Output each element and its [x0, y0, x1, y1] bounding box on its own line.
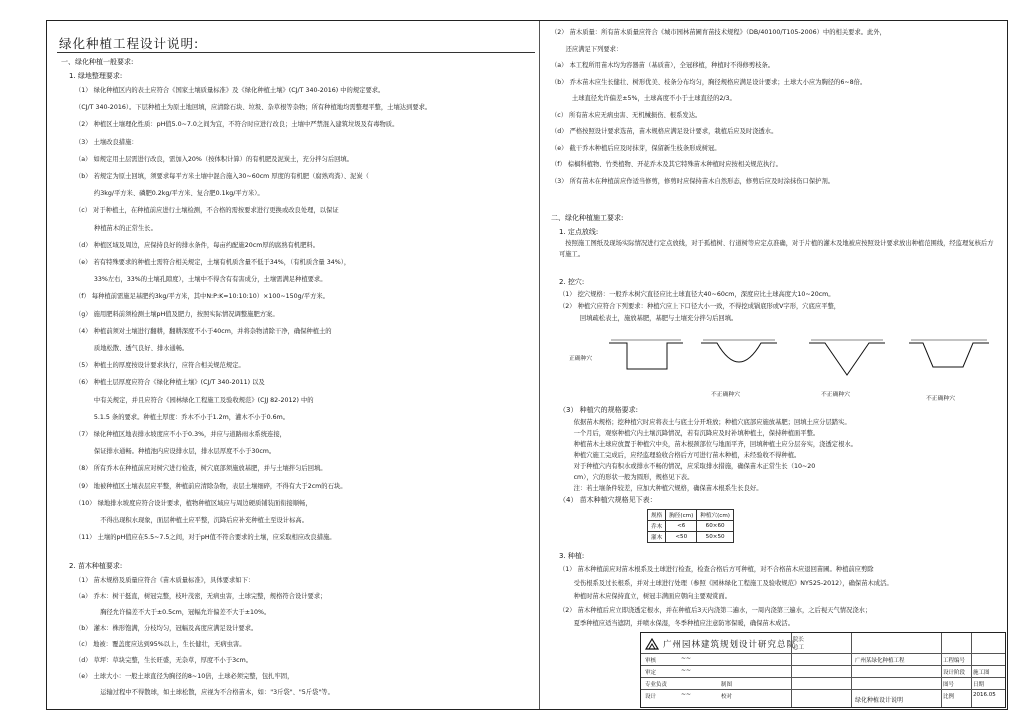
text-line: （2） 种植穴应符合下列要求：种植穴应上下口径大小一致，不得挖成锅底形或V字形，穴底应平整，: [559, 303, 841, 310]
text-line: 种植苗木的正常生长。: [75, 224, 157, 232]
tb-label-draw: 制图: [721, 682, 733, 688]
right-column: [541, 21, 1007, 635]
text-line: 还应满足下列要求：: [551, 45, 623, 53]
text-line: 质地松散、透气良好、排水通畅。: [75, 345, 189, 353]
dig-pit-heading: 2. 挖穴:: [559, 278, 585, 286]
pit-diagrams: [609, 337, 999, 383]
right-top-paragraphs: [551, 25, 1003, 190]
company-name: 广州园林建筑规划设计研究总院: [663, 640, 797, 650]
text-line: 运输过程中不得散球，如土球松散，应视为不合格苗木，如："3斤袋"、"5斤袋"等。: [75, 689, 334, 696]
text-line: （3） 所有苗木在种植前应作适当修剪，修剪时应保持苗木自然形态，修剪后应及时涂抹伤口保护剂。: [551, 177, 835, 185]
wrong-pit-shape-3: [909, 343, 989, 367]
signature-3: ~~: [681, 691, 692, 698]
text-line: （7） 绿化种植区地表排水坡度应不小于0.3%，并应与道路雨水系统连接，: [75, 431, 286, 439]
table-cell: 胸径(cm): [666, 510, 697, 521]
wrong-pit-shape-1: [701, 343, 777, 362]
section-1-heading: 一、绿化种植一般要求:: [61, 58, 134, 66]
text-line: 一个月后，观察种植穴内土壤沉降情况，若有沉降应及时补填种植土，保持种植面平整。: [559, 430, 820, 437]
section-2-heading: 二、绿化种植施工要求:: [551, 214, 624, 222]
drawing-name: 绿化种植设计说明: [855, 697, 904, 704]
planting-text: [559, 563, 999, 631]
text-line: （e） 土球大小：一般土球直径为胸径的8~10倍，土球必须完整，包扎牢固，: [75, 673, 294, 680]
tb-label-lead: 专业负责: [645, 682, 668, 688]
text-line: 中有关规定，并且应符合《园林绿化工程施工及验收规范》(CJJ 82-2012) 中的: [75, 396, 314, 404]
dig-pit-text: [559, 289, 999, 325]
text-line: 种植苗木土球应放置于种植穴中央，苗木根颈部位与地面平齐，回填种植土应分层夯实，浇透定根水。: [559, 441, 857, 448]
text-line: 受伤根系及过长根系，并对土球进行处理（参照《园林绿化工程施工及验收规范》NY525-2012），确保苗木成活。: [559, 579, 893, 587]
text-line: （a） 本工程所用苗木均为容器苗（基质苗），全冠移植，种植时不得修剪枝条。: [551, 62, 775, 69]
text-line: （d） 种植区域及周边，应保持良好的排水条件，每亩约配施20cm厚的腐熟有机肥料。: [75, 241, 319, 249]
tb-label-review: 审核: [645, 658, 657, 664]
text-line: 胸径允许偏差不大于±0.5cm，冠幅允许偏差不大于±10%。: [75, 609, 271, 616]
table-cell: 50×50: [697, 532, 734, 543]
tb-label-design: 设计: [645, 694, 657, 700]
table-cell: 灌木: [648, 532, 666, 543]
text-line: 土球直径允许偏差±5%，土球高度不小于土球直径的2/3。: [551, 95, 736, 102]
left-paragraphs: [75, 82, 531, 546]
correct-pit-shape: [609, 343, 683, 369]
text-line: （1） 绿化种植区内的表土应符合《国家土壤质量标准》及《绿化种植土壤》(CJ/T 340-2016) 中的规定要求。: [75, 87, 385, 94]
company-logo-icon: [645, 637, 659, 651]
drawing-sheet: [46, 20, 1008, 710]
tb-label-chief: 总工: [793, 645, 805, 651]
wrong-pit-caption-1: 不正确种穴: [711, 392, 740, 398]
pit-spec-table: [647, 509, 734, 543]
page-title: 绿化种植工程设计说明:: [59, 36, 200, 51]
title-underline: [57, 52, 535, 53]
text-line: （f） 每种植前需施足基肥约3kg/平方米，其中N:P:K=10:10:10）×100~150g/平方米。: [75, 293, 329, 301]
text-line: （2） 苗木质量：所有苗木质量应符合《城市园林苗圃育苗技术规程》（DB/40100/T105-2006）中的相关要求。此外，: [551, 29, 886, 36]
text-line: 种植时苗木应保持直立，树冠丰满面应朝向主要观赏面。: [559, 593, 732, 600]
tb-field-stage-value: 施工图: [973, 670, 990, 676]
stake-out-text: 按照施工图纸及现场实际情况进行定点放线，对于孤植树、行道树等应定点准确，对于片植的灌木及地被应按照设计要求放出种植范围线，经监理复核后方可施工。: [559, 240, 994, 258]
text-line: （9） 地被种植区土壤表层应平整，种植前应清除杂物，表层土壤细碎，不得有大于2cm的石块。: [75, 482, 347, 490]
tb-field-projno: 工程编号: [943, 658, 966, 664]
pit-table-heading: （4） 苗木种植穴规格见下表：: [559, 496, 657, 504]
text-line: （5） 种植土的厚度按设计要求执行，应符合相关规范规定。: [75, 362, 245, 370]
text-line: 夏季种植应适当遮阴，并喷水保湿，冬季种植应注意防寒保暖，确保苗木成活。: [559, 620, 794, 627]
text-line: （c） 所有苗木应无病虫害、无机械损伤、根系发达。: [551, 111, 702, 119]
signature-2: ~~: [681, 667, 692, 674]
text-line: （6） 种植土层厚度应符合《绿化种植土壤》(CJ/T 340-2011) 以及: [75, 379, 265, 387]
tb-label-approve: 审定: [645, 670, 657, 676]
column-divider: [539, 21, 540, 709]
pit-spec-heading: （3） 种植穴的规格要求:: [559, 406, 639, 414]
text-line: 回填疏松表土，施放基肥，基肥与土壤充分拌匀后回填。: [559, 315, 738, 322]
text-line: （11） 土壤的pH值应在5.5~7.5之间，对于pH值不符合要求的土壤，应采取相应改良措施。: [75, 534, 336, 542]
left-paragraphs-2: [75, 573, 531, 701]
left-column: [47, 21, 537, 709]
table-row: [648, 510, 734, 521]
text-line: 5.1.5 条的要求。种植土厚度：乔木不小于1.2m，灌木不小于0.6m。: [75, 413, 290, 421]
tb-label-check: 校对: [721, 694, 733, 700]
text-line: （d） 严格按照设计要求选苗，苗木规格应满足设计要求，栽植后应及时浇透水。: [551, 128, 778, 135]
title-block: [640, 632, 1006, 708]
text-line: （1） 苗木种植前应对苗木根系及土球进行检查，检查合格后方可种植，对不合格苗木应退回苗圃。种植前应剪除: [559, 566, 874, 573]
text-line: 对于种植穴内有积水或排水不畅的情况，应采取排水措施，确保苗木正常生长（10~20: [559, 463, 816, 470]
text-line: 不得出现积水现象，面层种植土应平整，沉降后应补充种植土至设计标高。: [75, 517, 308, 525]
table-cell: 规格: [648, 510, 666, 521]
text-line: （2） 苗木种植后应立即浇透定根水，并在种植后3天内浇第二遍水，一周内浇第三遍水，之后视天气情况浇水；: [559, 606, 872, 614]
table-cell: <6: [666, 521, 697, 532]
text-line: （e） 截干乔木种植后应及时抹芽，保留新生枝条形成树冠。: [551, 144, 721, 152]
subsection-1-heading: 1. 绿地整理要求:: [69, 72, 123, 80]
text-line: （b） 乔木苗木应生长健壮、树形优美、枝条分布均匀，胸径规格应满足设计要求；土球大小应为胸径的6~8倍。: [551, 78, 867, 86]
planting-heading: 3. 种植:: [559, 552, 585, 560]
text-line: 保证排水通畅。种植池内应设排水层，排水层厚度不小于30cm。: [75, 448, 276, 456]
tb-field-date-value: 2016.05: [973, 692, 996, 698]
table-row: [648, 521, 734, 532]
text-line: （d） 草坪：草块完整，生长旺盛，无杂草，厚度不小于3cm。: [75, 657, 253, 664]
text-line: （1） 苗木规格及质量应符合《苗木质量标准》，具体要求如下：: [75, 577, 255, 584]
table-row: [648, 532, 734, 543]
tb-field-date: 日期: [973, 682, 985, 688]
text-line: cm），穴的形状一般为圆形，规格见下表。: [559, 474, 694, 481]
text-line: （2） 种植区土壤理化性质：pH值5.0~7.0之间为宜，不符合时应进行改良；土壤中严禁混入建筑垃圾及有毒物质。: [75, 121, 399, 129]
table-cell: 60×60: [697, 521, 734, 532]
tb-field-scale: 比例: [943, 694, 955, 700]
project-name: 广州某绿化种植工程: [855, 658, 905, 664]
text-line: （a） 乔木：树干挺直，树冠完整，枝叶茂密，无病虫害，土球完整，规格符合设计要求；: [75, 593, 327, 600]
text-line: （f） 棕榈科植物、竹类植物、开花乔木及其它特殊苗木种植时应按相关规范执行。: [551, 161, 782, 168]
tb-field-drawno: 图号: [943, 682, 955, 688]
table-cell: 种植穴(cm): [697, 510, 734, 521]
tb-label-dean: 院长: [793, 637, 805, 643]
text-line: （c） 对于种植土，在种植前应进行土壤检测，不合格的需按要求进行更换或改良处理，以保证: [75, 207, 339, 215]
subsection-2-heading: 2. 苗木种植要求:: [69, 562, 123, 570]
wrong-pit-caption-2: 不正确种穴: [821, 392, 850, 398]
text-line: （1） 挖穴规格：一般乔木树穴直径应比土球直径大40~60cm，深度应比土球高度大10~20cm。: [559, 291, 835, 298]
text-line: 注：若土壤条件较差，应加大种植穴规格，确保苗木根系生长良好。: [559, 485, 763, 492]
text-line: （a） 如规定用土层需进行改良，需加入20%（按体积计算）的有机肥及泥炭土，充分拌匀后回填。: [75, 155, 354, 163]
text-line: （e） 若有特殊要求的种植土需符合相关规定，土壤有机质含量不低于34%，（有机质含量 34%），: [75, 259, 351, 267]
text-line: （10） 绿地排水坡度应符合设计要求，植物种植区域应与周边硬质铺装面衔接顺畅，: [75, 499, 312, 507]
text-line: （b） 灌木：株形饱满，分枝均匀，冠幅及高度应满足设计要求。: [75, 625, 258, 632]
text-line: （CJ/T 340-2016）。下层种植土为原土地回填，应清除石块、垃圾、杂草根等杂物；所有种植地均需整理平整，土壤达到要求。: [75, 104, 432, 112]
text-line: 33%左右，33%的土壤孔隙度），土壤中不得含有有害成分，土壤需满足种植要求。: [75, 276, 327, 284]
text-line: 依据苗木规格；挖种植穴时应将表土与底土分开堆放；种植穴底部应施放基肥；回填土应分层踏实。: [559, 419, 851, 426]
wrong-pit-shape-2: [809, 343, 885, 375]
text-line: （8） 所有乔木在种植前应对树穴进行检查，树穴底部须施放基肥，并与土壤拌匀后回填。: [75, 465, 327, 473]
text-line: 种植穴施工完成后，应经监理验收合格后方可进行苗木种植，未经验收不得种植。: [559, 452, 801, 459]
signature-1: ~~: [681, 655, 692, 662]
text-line: （4） 种植前须对土壤进行翻耕，翻耕深度不小于40cm，并将杂物清除干净，确保种植土的: [75, 327, 332, 335]
stake-out-heading: 1. 定点放线:: [559, 228, 599, 236]
wrong-pit-caption-3: 不正确种穴: [926, 396, 955, 402]
text-line: 约3kg/平方米、磷肥0.2kg/平方米、复合肥0.1kg/平方米）。: [75, 190, 264, 198]
tb-field-stage: 设计阶段: [943, 670, 966, 676]
text-line: （b） 若规定为原土回填，须要求每平方米土壤中混合施入30~60cm 厚度的有机肥（腐熟鸡粪）、泥炭（: [75, 173, 369, 181]
table-cell: 乔木: [648, 521, 666, 532]
text-line: （c） 地被：覆盖度应达到95%以上，生长健壮，无病虫害。: [75, 641, 246, 648]
table-cell: <50: [666, 532, 697, 543]
correct-pit-label: 正确种穴: [569, 356, 593, 362]
text-line: （g） 施用肥料前须检测土壤pH值及肥力，按照实际情况调整施肥方案。: [75, 310, 279, 318]
text-line: （3） 土壤改良措施：: [75, 138, 138, 146]
pit-spec-text: [559, 417, 999, 494]
